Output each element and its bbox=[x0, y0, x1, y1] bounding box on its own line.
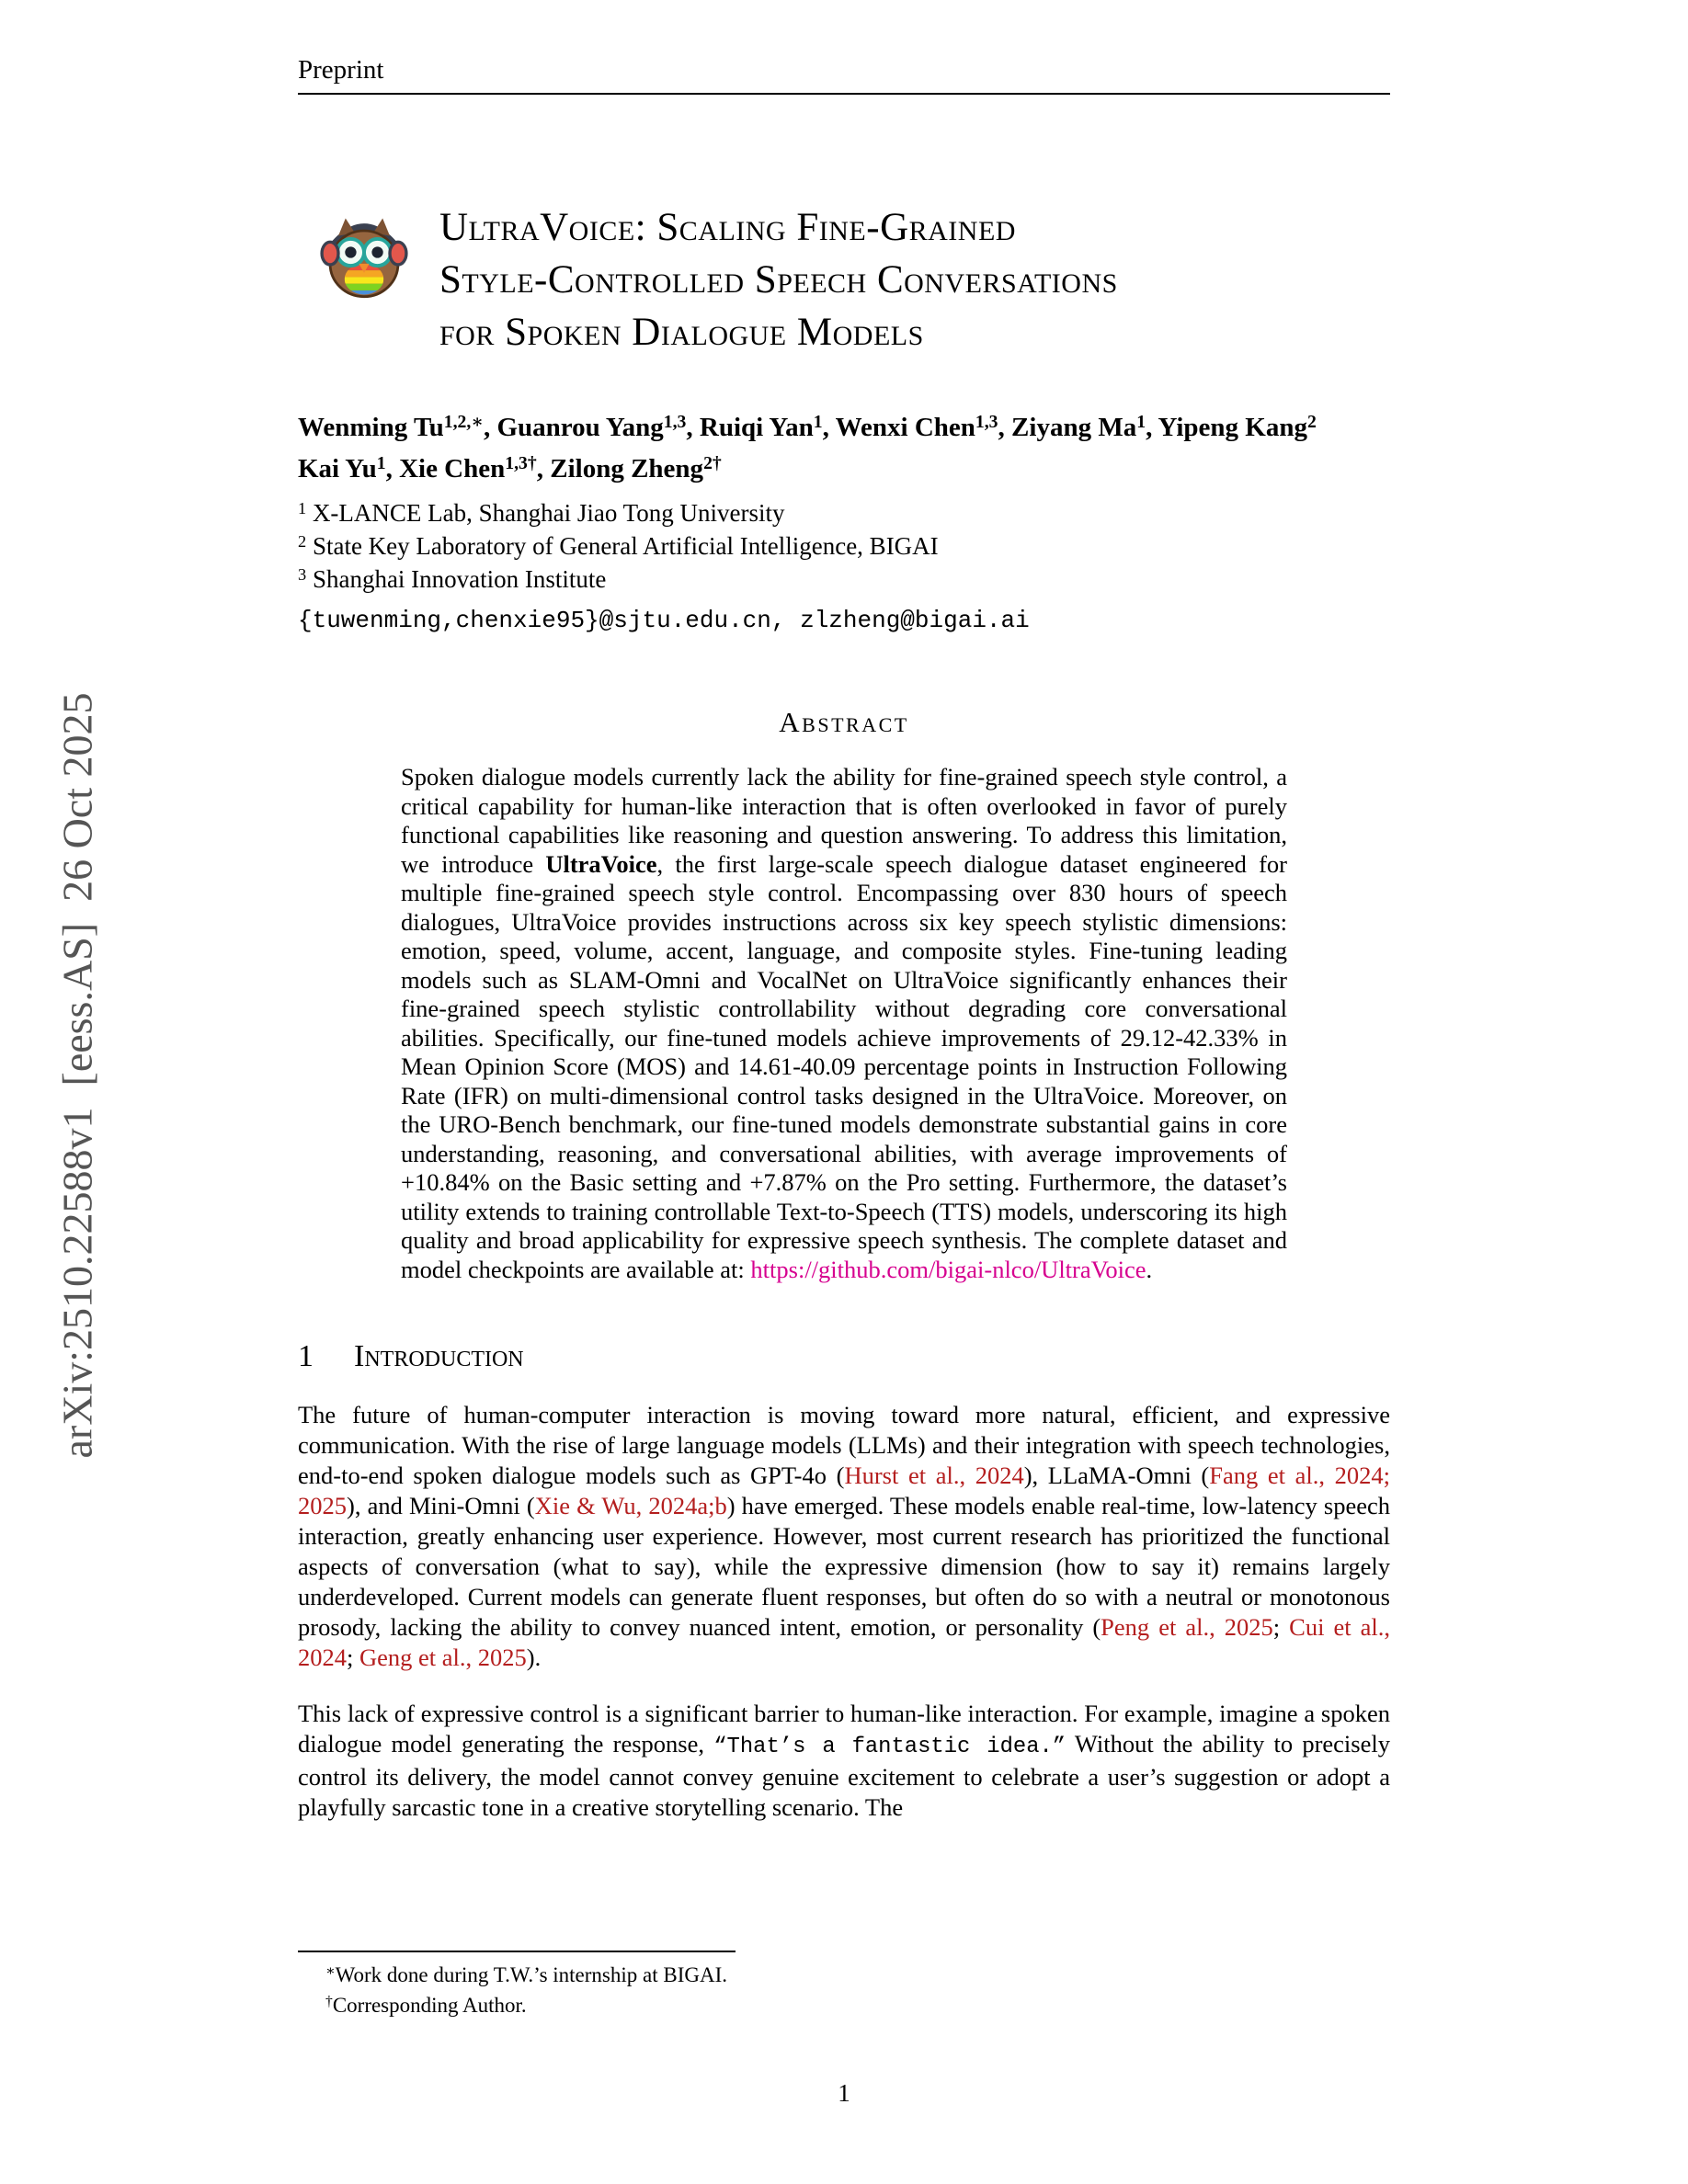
text-segment: Ruiqi Yan bbox=[699, 413, 814, 442]
text-segment: 3 bbox=[298, 564, 307, 584]
text-segment: 2 bbox=[298, 531, 307, 551]
footnote-rule bbox=[298, 1951, 736, 1952]
citation-link[interactable]: Xie & Wu, 2024a;b bbox=[534, 1492, 727, 1519]
ultravoice-owl-logo bbox=[313, 201, 416, 308]
text-segment: X-LANCE Lab, Shanghai Jiao Tong University bbox=[306, 499, 785, 527]
text-segment: Yipeng Kang bbox=[1158, 413, 1307, 442]
text-segment: UltraVoice bbox=[545, 849, 657, 878]
author-list bbox=[298, 408, 1390, 491]
text-segment: Spoken dialogue models currently lack the ability for fine-grained speech style control, a critical capability for human-like interaction that is often overlooked in favor of purely functional capabilities like reasoning and question answering. To address this limitation, we introduce bbox=[401, 763, 1287, 878]
intro-paragraph-2 bbox=[298, 1699, 1390, 1823]
author-line-1 bbox=[298, 408, 1390, 449]
text-segment: , bbox=[998, 413, 1012, 442]
text-segment: “That’s a fantastic idea.” bbox=[713, 1735, 1066, 1759]
text-column bbox=[298, 0, 1390, 1823]
section-title: Introduction bbox=[354, 1339, 524, 1373]
abstract-heading: Abstract bbox=[779, 706, 909, 738]
text-segment: 2† bbox=[703, 453, 722, 474]
title-line-1: UltraVoice: Scaling Fine-Grained bbox=[439, 206, 1016, 249]
text-segment: Without the ability to precisely control its delivery, the model cannot convey genuine excitement to celebrate a user’s suggestion or adopt a playfully sarcastic tone in a creative storytelling scenario. The bbox=[298, 1730, 1390, 1821]
citation-link[interactable]: Geng et al., 2025 bbox=[359, 1644, 527, 1671]
author-line-2 bbox=[298, 449, 1390, 491]
text-segment: Zilong Zheng bbox=[550, 454, 704, 483]
text-segment: , bbox=[536, 454, 551, 483]
citation-link[interactable]: Cui et al., 2024 bbox=[298, 1613, 1390, 1671]
text-segment: Guanrou Yang bbox=[496, 413, 664, 442]
text-segment: 1 bbox=[1136, 412, 1146, 433]
affiliation-1 bbox=[298, 498, 1390, 531]
text-segment: † bbox=[325, 1993, 333, 2009]
text-segment: ), LLaMA-Omni ( bbox=[1023, 1462, 1210, 1489]
title-line-3: for Spoken Dialogue Models bbox=[439, 311, 924, 354]
text-segment: , bbox=[686, 413, 700, 442]
author-emails: {tuwenming,chenxie95}@sjtu.edu.cn, zlzheng@bigai.ai bbox=[298, 607, 1030, 634]
text-segment: Ziyang Ma bbox=[1011, 413, 1137, 442]
text-segment: Xie Chen bbox=[399, 454, 506, 483]
section-number: 1 bbox=[298, 1339, 314, 1373]
abstract-body bbox=[401, 763, 1287, 1284]
text-segment: ; bbox=[1272, 1613, 1290, 1641]
citation-link[interactable]: Hurst et al., 2024 bbox=[844, 1462, 1024, 1489]
intro-paragraph-1 bbox=[298, 1400, 1390, 1673]
text-segment: Kai Yu bbox=[298, 454, 377, 483]
text-segment: Wenxi Chen bbox=[835, 413, 975, 442]
text-segment: , bbox=[1146, 413, 1158, 442]
text-segment: ). bbox=[526, 1644, 542, 1671]
text-segment: , bbox=[385, 454, 400, 483]
text-segment: ∗ bbox=[325, 1962, 336, 1979]
external-link[interactable]: https://github.com/bigai-nlco/UltraVoice bbox=[750, 1255, 1146, 1283]
text-segment: , bbox=[483, 413, 497, 442]
header-rule bbox=[298, 93, 1390, 95]
citation-link[interactable]: Fang et al., 2024; 2025 bbox=[298, 1462, 1390, 1519]
text-segment: 1 bbox=[298, 498, 307, 518]
text-segment: 2 bbox=[1307, 412, 1317, 433]
citation-link[interactable]: Peng et al., 2025 bbox=[1101, 1613, 1273, 1641]
text-segment: This lack of expressive control is a significant barrier to human-like interaction. For example, imagine a spoken dialogue model generating the response, bbox=[298, 1700, 1390, 1757]
text-segment: 1,2,∗ bbox=[443, 412, 484, 433]
affiliation-2 bbox=[298, 531, 1390, 564]
text-segment: , bbox=[822, 413, 836, 442]
footnote-2 bbox=[298, 1992, 1390, 2022]
page-number: 1 bbox=[838, 2079, 850, 2107]
preprint-label: Preprint bbox=[298, 55, 384, 85]
title-block bbox=[298, 201, 1390, 358]
text-segment: 1 bbox=[813, 412, 823, 433]
text-segment: 1,3 bbox=[663, 412, 687, 433]
title-line-2: Style-Controlled Speech Conversations bbox=[439, 258, 1118, 301]
arxiv-watermark: arXiv:2510.22588v1 [eess.AS] 26 Oct 2025 bbox=[53, 692, 101, 1459]
text-segment: Wenming Tu bbox=[298, 413, 444, 442]
affiliation-3 bbox=[298, 564, 1390, 597]
text-segment: , the first large-scale speech dialogue dataset engineered for multiple fine-grained speech style control. Encompassing over 830 hours of speech dialogues, UltraVoice provides instructions across six key speech stylistic dimensions: emotion, speed, volume, accent, language, and composite styles. Fine-tuning leading models such as SLAM-Omni and VocalNet on UltraVoice significantly enhances their fine-grained speech stylistic controllability without degrading core conversational abilities. Specifically, our fine-tuned models achieve improvements of 29.12-42.33% in Mean Opinion Score (MOS) and 14.61-40.09 percentage points in Instruction Following Rate (IFR) on multi-dimensional control tasks designed in the UltraVoice. Moreover, on the URO-Bench benchmark, our fine-tuned models demonstrate substantial gains in core understanding, reasoning, and conversational abilities, with average improvements of +10.84% on the Basic setting and +7.87% on the Pro setting. Furthermore, the dataset’s utility extends to training controllable Text-to-Speech (TTS) models, underscoring its high quality and broad applicability for expressive speech synthesis. The complete dataset and model checkpoints are available at: bbox=[401, 849, 1287, 1283]
text-segment: Shanghai Innovation Institute bbox=[306, 565, 607, 593]
footnote-1 bbox=[298, 1962, 1390, 1992]
paper-title bbox=[439, 201, 1118, 358]
text-segment: The future of human-computer interaction is moving toward more natural, efficient, and expressive communication. With the rise of large language models (LLMs) and their integration with speech technologies, end-to-end spoken dialogue models such as GPT-4o ( bbox=[298, 1401, 1390, 1489]
text-segment: State Key Laboratory of General Artificial Intelligence, BIGAI bbox=[306, 532, 939, 560]
text-segment: . bbox=[1146, 1255, 1153, 1283]
text-segment: ; bbox=[347, 1644, 359, 1671]
section-heading-introduction bbox=[298, 1339, 1390, 1374]
text-segment: 1,3† bbox=[505, 453, 537, 474]
text-segment: 1 bbox=[376, 453, 386, 474]
footnotes bbox=[298, 1951, 1390, 2022]
text-segment: ), and Mini-Omni ( bbox=[347, 1492, 535, 1519]
text-segment: Work done during T.W.’s internship at BIGAI. bbox=[335, 1963, 727, 1986]
affiliations bbox=[298, 498, 1390, 597]
text-segment: 1,3 bbox=[975, 412, 998, 433]
text-segment: Corresponding Author. bbox=[332, 1994, 527, 2017]
text-segment: ) have emerged. These models enable real-time, low-latency speech interaction, greatly enhancing user experience. However, most current research has prioritized the functional aspects of conversation (what to say), while the expressive dimension (how to say it) remains largely underdeveloped. Current models can generate fluent responses, but often do so with a neutral or monotonous prosody, lacking the ability to convey nuanced intent, emotion, or personality ( bbox=[298, 1492, 1390, 1641]
owl-icon bbox=[313, 205, 416, 308]
